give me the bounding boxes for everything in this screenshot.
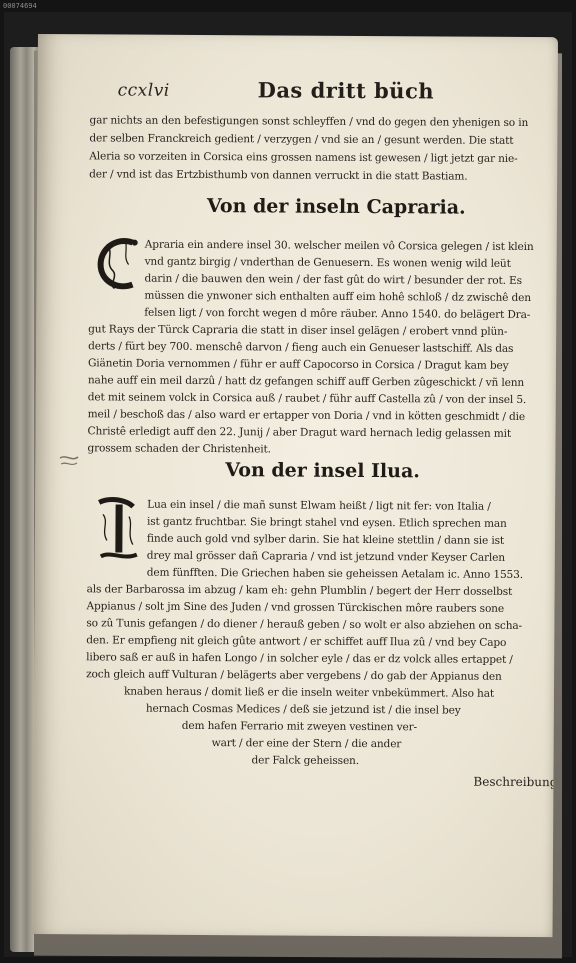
capraria-text-line: gut Rays der Türck Capraria die statt in diser insel gelägen / erobert vnnd plün- (88, 323, 508, 338)
ilua-text-line: finde auch gold vnd sylber darin. Sie hat kleine stettlin / dann sie ist (146, 532, 505, 547)
capraria-text-line: grossem schaden der Christenheit. (87, 442, 271, 456)
ilua-text-line: drey mal grösser dañ Capraria / vnd ist jetzund vnder Keyser Carlen (146, 549, 506, 564)
capraria-text-line: felsen ligt / von forcht wegen d môre räuber. Anno 1540. do belägert Dra- (144, 306, 531, 322)
ilua-text-line: so zû Tunis gefangen / do diener / herauß geben / so wolt er also abziehen on scha- (86, 617, 523, 632)
capraria-text-line: meil / beschoß das / also ward er ertapper von Doria / vnd in kötten geschmidt / die (87, 408, 526, 423)
ilua-text-line: dem fünfften. Die Griechen haben sie geheissen Aetalam ic. Anno 1553. (146, 566, 524, 581)
ilua-text-line: libero saß er auß in hafen Longo / in solcher eyle / das er dz volck alles ertappet / (86, 651, 513, 666)
capraria-text-line: nahe auff ein meil darzû / hatt dz gefangen schiff auff Gerben zûgeschickt / vñ lenn (87, 374, 525, 389)
book-volume (4, 12, 572, 957)
capraria-text-line: Christê erledigt auff den 22. Junij / aber Dragut ward hernach ledig gelassen mit (87, 425, 512, 440)
section-heading-ilua: Von der insel Ilua. (225, 459, 420, 483)
ilua-text-line: zoch gleich auff Vulturan / belägerts aber vergebens / do gab der Appianus den (86, 668, 502, 683)
book-page (33, 34, 558, 937)
ilua-text-line: der Falck geheissen. (251, 754, 360, 767)
intro-line: der / vnd ist das Ertzbisthumb von dannen verruckt in die statt Bastiam. (89, 168, 468, 183)
decorated-initial-c (94, 234, 142, 292)
ilua-text-line: Appianus / solt jm Sine des Juden / vnd grossen Türckischen môre raubers sone (86, 600, 505, 615)
ilua-text-line: Lua ein insel / die mañ sunst Elwam heißt / ligt nit fer: von Italia / (147, 498, 491, 513)
intro-line: gar nichts an den befestigungen sonst schleyffen / vnd do gegen den yhenigen so in (89, 114, 529, 129)
capraria-text-line: det mit seinem volck in Corsica auß / raubet / führ auff Castella zû / von der insel 5. (87, 391, 527, 406)
ilua-text-line: ist gantz fruchtbar. Sie bringt stahel vnd eysen. Etlich sprechen man (146, 515, 507, 530)
intro-line: der selben Franckreich gedient / verzygen / vnd sie an / gesunt werden. Die statt (89, 132, 514, 147)
ilua-text-line: den. Er empfieng nit gleich gûte antwort / er schiffet auff Ilua zû / vnd bey Capo (86, 634, 507, 649)
scan-id-label: 00074694 (3, 2, 37, 10)
capraria-text-line: Apraria ein andere insel 30. welscher meilen vô Corsica gelegen / ist klein (144, 238, 534, 254)
capraria-text-line: müssen die ynwoner sich enthalten auff eim hohê schloß / dz zwischê den (144, 289, 532, 305)
ilua-text-line: als der Barbarossa im abzug / kam eh: gehn Plumblin / begert der Herr dosselbst (86, 583, 513, 598)
sewing-thread-mark (58, 452, 80, 470)
decorated-initial-i (93, 494, 143, 564)
section-heading-capraria: Von der inseln Capraria. (206, 195, 466, 219)
running-title: Das dritt büch (257, 77, 435, 104)
ilua-text-line: wart / der eine der Stern / die ander (211, 737, 402, 751)
folio-number: ccxlvi (117, 80, 170, 101)
running-head (108, 74, 548, 107)
ilua-text-line: knaben heraus / domit ließ er die inseln weiter vnbekümmert. Also hat (123, 685, 495, 700)
catchword: Beschreibung (473, 774, 558, 790)
ilua-text-line: dem hafen Ferrario mit zweyen vestinen ver- (181, 719, 417, 734)
intro-line: Aleria so vorzeiten in Corsica eins grossen namens ist gewesen / ligt jetzt gar nie- (89, 150, 518, 165)
capraria-text-line: vnd gantz birgig / vnderthan de Genuesern. Es wonen wenig wild leüt (144, 255, 511, 270)
capraria-text-line: Giänetin Doria vernommen / führ er auff Capocorso in Corsica / Dragut kam bey (87, 357, 509, 372)
capraria-text-line: darin / die bauwen den wein / der fast gût do wirt / besunder der rot. Es (144, 272, 522, 287)
capraria-text-line: derts / fürt bey 700. menschê darvon / fieng auch ein Genueser lastschiff. Als das (88, 340, 514, 355)
ilua-text-line: hernach Cosmas Medices / deß sie jetzund ist / die insel bey (145, 702, 461, 717)
